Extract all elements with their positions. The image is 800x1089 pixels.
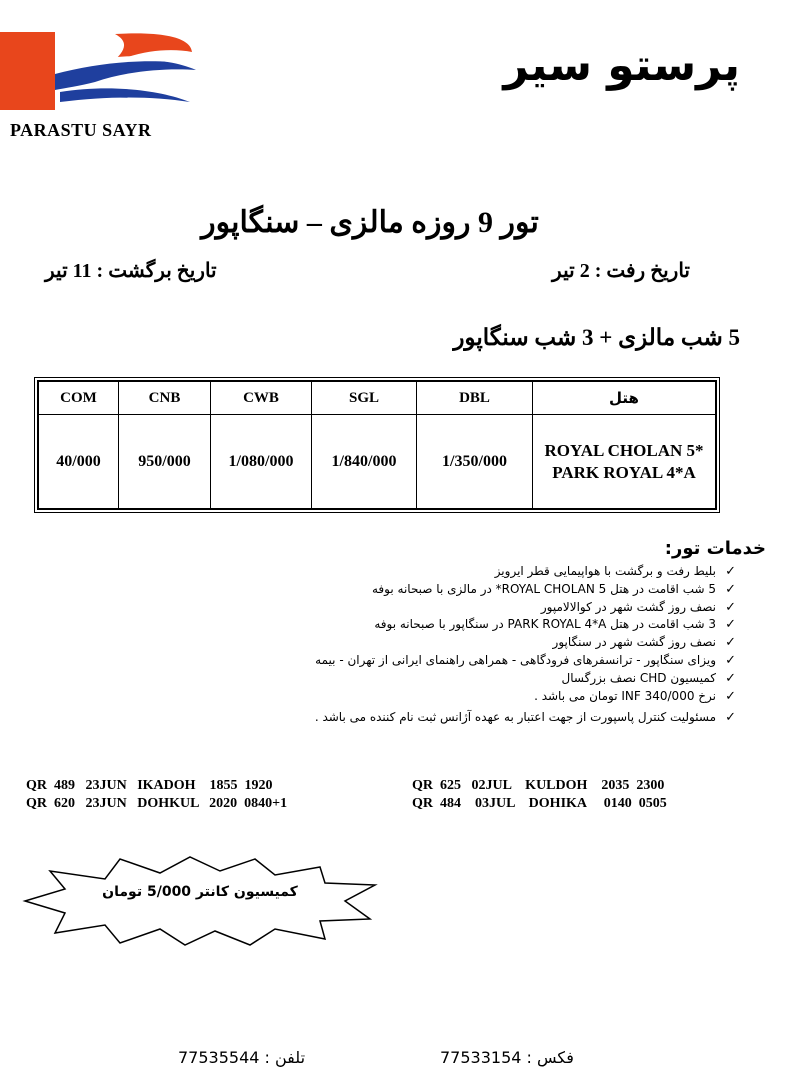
checkmark-icon: ✓ <box>725 581 736 597</box>
checkmark-icon: ✓ <box>725 635 736 651</box>
commission-note: کمیسیون کانتر 5/000 تومان <box>102 884 298 900</box>
tour-title: تور 9 روزه مالزی – سنگاپور <box>201 206 539 239</box>
flight-row: QR 620 23JUN DOHKUL 2020 0840+1 <box>26 796 288 811</box>
company-logo <box>0 30 200 110</box>
nights-summary: 5 شب مالزی + 3 شب سنگاپور <box>453 325 740 350</box>
logo-orange-shape <box>0 32 55 110</box>
price-cnb: 950/000 <box>119 415 211 509</box>
checkmark-icon: ✓ <box>725 652 736 668</box>
checkmark-icon: ✓ <box>725 599 736 615</box>
checkmark-icon: ✓ <box>725 688 736 704</box>
header-sgl: SGL <box>312 382 417 415</box>
header-dbl: DBL <box>417 382 533 415</box>
service-item: ✓ ویزای سنگاپور - ترانسفرهای فرودگاهی - همراهی راهنمای ایرانی از تهران - بیمه <box>315 652 736 668</box>
service-item: ✓ بلیط رفت و برگشت با هواپیمایی قطر ایرویز <box>494 564 736 579</box>
company-name-en: PARASTU SAYR <box>10 120 152 140</box>
header-hotel: هتل <box>533 382 716 415</box>
flight-row: QR 484 03JUL DOHIKA 0140 0505 <box>412 796 667 811</box>
departure-date: تاریخ رفت : 2 تیر <box>552 260 690 282</box>
checkmark-icon: ✓ <box>725 564 736 579</box>
hotel-name-1: ROYAL CHOLAN 5* <box>544 440 704 460</box>
price-com: 40/000 <box>39 415 119 509</box>
service-item: ✓ نصف روز گشت شهر در سنگاپور <box>552 635 736 651</box>
price-cwb: 1/080/000 <box>211 415 312 509</box>
service-item: ✓ مسئولیت کنترل پاسپورت از جهت اعتبار به عهده آژانس ثبت نام کننده می باشد . <box>314 710 736 726</box>
price-table <box>34 377 720 513</box>
service-item: ✓ کمیسیون CHD نصف بزرگسال <box>561 670 736 686</box>
header-com: COM <box>39 382 119 415</box>
hotel-name-2: PARK ROYAL 4*A <box>552 462 696 482</box>
checkmark-icon: ✓ <box>725 710 736 726</box>
services-list <box>76 563 736 727</box>
header-cnb: CNB <box>119 382 211 415</box>
price-table-row <box>39 415 716 509</box>
return-date: تاریخ برگشت : 11 تیر <box>45 260 217 282</box>
checkmark-icon: ✓ <box>725 670 736 686</box>
service-item: ✓ نرخ INF 340/000 تومان می باشد . <box>534 688 736 704</box>
company-name-fa: پرستو سیر <box>503 40 740 91</box>
logo-blue-swoosh-lower <box>60 88 190 102</box>
starburst-shape <box>20 855 380 947</box>
service-item: ✓ 3 شب اقامت در هتل PARK ROYAL 4*A در سنگاپور با صبحانه بوفه <box>374 617 736 633</box>
price-sgl: 1/840/000 <box>312 415 417 509</box>
price-table-header-row <box>39 382 716 415</box>
fax-number: 77533154 : فکس <box>440 1048 574 1067</box>
checkmark-icon: ✓ <box>725 617 736 633</box>
service-item: ✓ نصف روز گشت شهر در کوالالامپور <box>540 599 736 615</box>
flight-row: QR 489 23JUN IKADOH 1855 1920 <box>26 778 273 793</box>
header-cwb: CWB <box>211 382 312 415</box>
phone-number: 77535544 : تلفن <box>178 1048 306 1067</box>
flight-row: QR 625 02JUL KULDOH 2035 2300 <box>412 778 665 793</box>
services-title: خدمات تور: <box>664 538 766 559</box>
price-dbl: 1/350/000 <box>417 415 533 509</box>
service-item: ✓ 5 شب اقامت در هتل ROYAL CHOLAN 5* در مالزی با صبحانه بوفه <box>371 581 736 597</box>
hotel-cell <box>533 415 716 509</box>
